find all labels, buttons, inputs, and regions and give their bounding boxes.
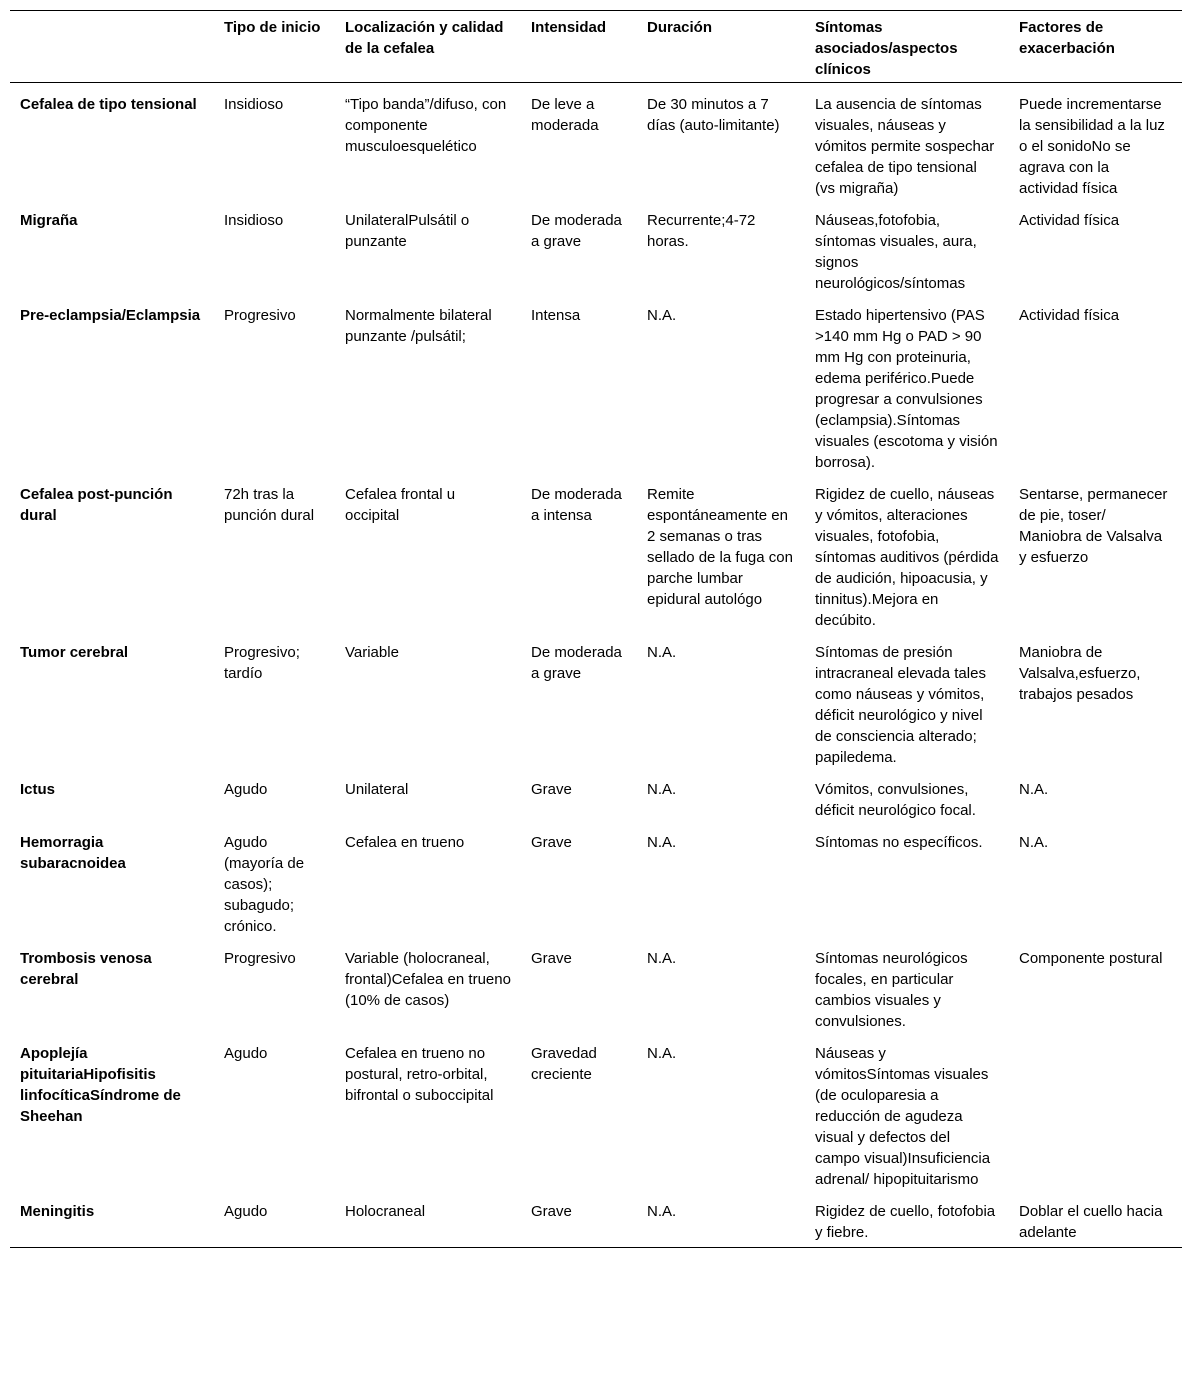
table-cell: Sentarse, permanecer de pie, toser/ Maniobra de Valsalva y esfuerzo [1019, 486, 1168, 566]
table-cell: Vómitos, convulsiones, déficit neurológico focal. [815, 781, 976, 819]
row-header-cell: Apoplejía pituitariaHipofisitis linfocíticaSíndrome de Sheehan [20, 1045, 181, 1125]
table-row [10, 768, 1182, 821]
table-cell: Cefalea en trueno no postural, retro-orbital, bifrontal o suboccipital [345, 1045, 494, 1104]
table-cell: N.A. [647, 781, 677, 798]
table-cell: Cefalea frontal u occipital [345, 486, 456, 524]
table-row [10, 1032, 1182, 1190]
table-cell: “Tipo banda”/difuso, con componente musculoesquelético [345, 96, 507, 155]
table-cell: Rigidez de cuello, fotofobia y fiebre. [815, 1203, 996, 1241]
table-cell: UnilateralPulsátil o punzante [345, 212, 470, 250]
table-row [10, 199, 1182, 294]
table-cell: De 30 minutos a 7 días (auto-limitante) [647, 96, 780, 134]
table-row [10, 821, 1182, 937]
table-cell: Síntomas de presión intracraneal elevada tales como náuseas y vómitos, déficit neurológico y nivel de consciencia alterado; papiledema. [815, 644, 986, 766]
header-cell-intensity: Intensidad [531, 19, 607, 36]
table-cell: Unilateral [345, 781, 409, 798]
table-cell: Grave [531, 834, 572, 851]
table-cell: Remite espontáneamente en 2 semanas o tras sellado de la fuga con parche lumbar epidural autológo [647, 486, 793, 608]
table-cell: Síntomas neurológicos focales, en particular cambios visuales y convulsiones. [815, 950, 968, 1030]
table-row [10, 631, 1182, 768]
table-cell: N.A. [647, 1045, 677, 1062]
table-header-row [10, 11, 1182, 83]
table-cell: Agudo [224, 781, 268, 798]
table-cell: De leve a moderada [531, 96, 599, 134]
row-header-cell: Meningitis [20, 1203, 95, 1220]
table-row [10, 473, 1182, 631]
table-cell: De moderada a intensa [531, 486, 622, 524]
table-cell: La ausencia de síntomas visuales, náuseas y vómitos permite sospechar cefalea de tipo tensional (vs migraña) [815, 96, 995, 197]
table-cell: Rigidez de cuello, náuseas y vómitos, alteraciones visuales, fotofobia, síntomas auditivos (pérdida de audición, hipoacusia, y tinnitus).Mejora en decúbito. [815, 486, 999, 629]
table-row [10, 83, 1182, 200]
headache-table-container [10, 10, 1182, 1248]
table-cell: Grave [531, 781, 572, 798]
table-cell [1009, 1032, 1182, 1190]
table-cell: Progresivo [224, 307, 296, 324]
table-cell: Cefalea en trueno [345, 834, 465, 851]
table-cell: Náuseas y vómitosSíntomas visuales (de oculoparesia a reducción de agudeza visual y defectos del campo visual)Insuficiencia adrenal/ hipopituitarismo [815, 1045, 991, 1188]
header-cell-empty [10, 11, 214, 83]
table-cell: Náuseas,fotofobia, síntomas visuales, aura, signos neurológicos/síntomas [815, 212, 977, 292]
table-cell: Actividad física [1019, 307, 1120, 324]
table-cell: Gravedad creciente [531, 1045, 597, 1083]
table-cell: Doblar el cuello hacia adelante [1019, 1203, 1163, 1241]
table-cell: Agudo (mayoría de casos); subagudo; crónico. [224, 834, 305, 935]
table-cell: N.A. [647, 1203, 677, 1220]
row-header-cell: Hemorragia subaracnoidea [20, 834, 126, 872]
table-cell: N.A. [647, 644, 677, 661]
table-row [10, 1190, 1182, 1248]
table-row [10, 937, 1182, 1032]
row-header-cell: Trombosis venosa cerebral [20, 950, 152, 988]
table-cell: Normalmente bilateral punzante /pulsátil; [345, 307, 492, 345]
table-cell: N.A. [1019, 781, 1049, 798]
table-cell: Componente postural [1019, 950, 1163, 967]
table-cell: De moderada a grave [531, 212, 622, 250]
row-header-cell: Tumor cerebral [20, 644, 129, 661]
table-row [10, 294, 1182, 473]
table-cell: Grave [531, 1203, 572, 1220]
row-header-cell: Cefalea de tipo tensional [20, 96, 197, 113]
row-header-cell: Pre-eclampsia/Eclampsia [20, 307, 201, 324]
table-cell: Insidioso [224, 96, 284, 113]
table-cell: Agudo [224, 1203, 268, 1220]
table-cell: Estado hipertensivo (PAS >140 mm Hg o PAD > 90 mm Hg con proteinuria, edema periférico.Puede progresar a convulsiones (eclampsia).Síntomas visuales (escotoma y visión borrosa). [815, 307, 998, 471]
table-cell: Puede incrementarse la sensibilidad a la luz o el sonidoNo se agrava con la actividad física [1019, 96, 1165, 197]
table-cell: De moderada a grave [531, 644, 622, 682]
table-cell: N.A. [647, 834, 677, 851]
table-cell: N.A. [647, 307, 677, 324]
table-cell: Progresivo; tardío [224, 644, 300, 682]
header-cell-onset-type: Tipo de inicio [224, 19, 321, 36]
table-cell: Maniobra de Valsalva,esfuerzo, trabajos pesados [1019, 644, 1141, 703]
row-header-cell: Ictus [20, 781, 56, 798]
table-cell: Grave [531, 950, 572, 967]
table-cell: Intensa [531, 307, 581, 324]
header-cell-duration: Duración [647, 19, 713, 36]
header-cell-location-quality: Localización y calidad de la cefalea [345, 19, 504, 57]
row-header-cell: Migraña [20, 212, 78, 229]
table-cell: Síntomas no específicos. [815, 834, 983, 851]
table-cell: Variable [345, 644, 399, 661]
table-cell: N.A. [647, 950, 677, 967]
table-cell: Actividad física [1019, 212, 1120, 229]
table-cell: Recurrente;4-72 horas. [647, 212, 756, 250]
row-header-cell: Cefalea post-punción dural [20, 486, 173, 524]
table-cell: Progresivo [224, 950, 296, 967]
table-cell: Insidioso [224, 212, 284, 229]
headache-comparison-table [10, 10, 1182, 1248]
table-cell: N.A. [1019, 834, 1049, 851]
table-cell: Holocraneal [345, 1203, 426, 1220]
header-cell-symptoms: Síntomas asociados/aspectos clínicos [815, 19, 958, 78]
header-cell-exacerbating-factors: Factores de exacerbación [1019, 19, 1115, 57]
table-cell: 72h tras la punción dural [224, 486, 315, 524]
table-cell: Agudo [224, 1045, 268, 1062]
table-cell: Variable (holocraneal, frontal)Cefalea en trueno (10% de casos) [345, 950, 511, 1009]
